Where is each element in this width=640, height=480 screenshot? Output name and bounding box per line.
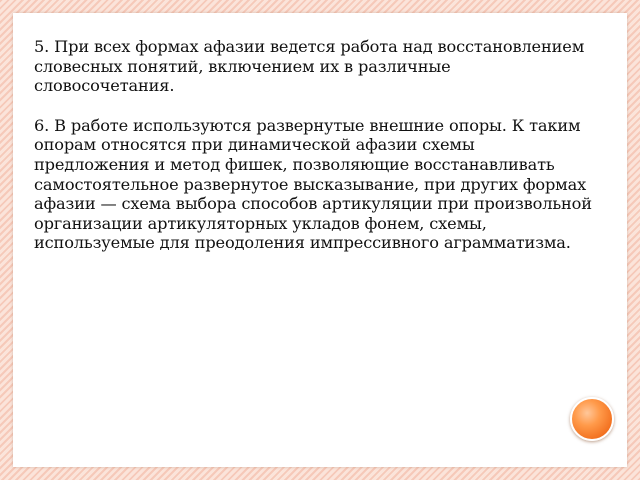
- paragraph-6: 6. В работе используются развернутые внешние опоры. К таким опорам относятся при динамической афазии схемы предложения и метод фишек, позволяющие восстанавливать самостоятельное развернутое высказывание, при других формах афазии — схема выбора способов артикуляции при произвольной организации артикуляторных укладов фонем, схемы, используемые для преодоления импрессивного аграмматизма.: [34, 115, 592, 253]
- slide-body-text: [34, 37, 594, 273]
- paragraph-5: 5. При всех формах афазии ведется работа над восстановлением словесных понятий, включением их в различные словосочетания.: [34, 37, 585, 96]
- orange-circle-decoration: [570, 397, 614, 441]
